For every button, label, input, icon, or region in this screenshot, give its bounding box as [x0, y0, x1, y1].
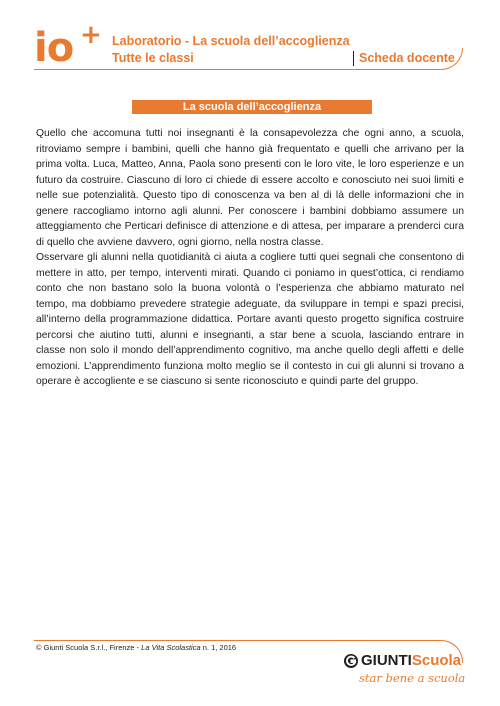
header-rule	[34, 69, 436, 70]
paragraph: Osservare gli alunni nella quotidianità ci aiuta a cogliere tutti quei segnali che consentono di mettere in atto, per tempo, interventi mirati. Quando ci poniamo in quest’ottica, ci rendiamo conto che non bastano solo la buona volontà o l’esperienza che abbiamo maturato nel tempo, ma dobbiamo prevedere strategie adeguate, da sviluppare in tempi e spazi precisi, all’interno della programmazione didattica. Portare avanti questo progetto significa costruire percorsi che aiutino tutti, alunni e insegnanti, a star bene a scuola, lasciando entrare in classe non solo il mondo dell’apprendimento cognitivo, ma anche quello degli affetti e delle emozioni. L’apprendimento funziona molto meglio se il contesto in cui gli alunni si trovano a operare è accogliente e se ciascuno si sente riconosciuto e quindi parte del gruppo.	[36, 252, 464, 387]
footer-rule	[34, 640, 436, 641]
giunti-g-icon	[343, 653, 359, 669]
copyright-prefix: © Giunti Scuola S.r.l., Firenze -	[36, 643, 142, 652]
body-text	[36, 126, 464, 390]
logo-plus-icon: +	[80, 20, 102, 50]
logo-text: io	[34, 25, 74, 71]
io-plus-logo	[34, 20, 102, 72]
brand-name-orange: Scuola	[411, 652, 462, 669]
brand-name	[361, 652, 461, 670]
brand-name-bold: GIUNTI	[361, 652, 412, 669]
header-subtitle: Tutte le classi	[112, 51, 194, 65]
header-document-type: Scheda docente	[359, 51, 455, 65]
section-title: La scuola dell’accoglienza	[132, 100, 372, 114]
header-title: Laboratorio - La scuola dell’accoglienza	[112, 34, 350, 48]
header-divider	[353, 51, 354, 66]
footer-copyright	[36, 643, 236, 653]
magazine-name: La Vita Scolastica	[141, 643, 201, 652]
header-curve	[436, 48, 463, 70]
giunti-scuola-logo	[343, 652, 466, 692]
brand-tagline: star bene a scuola	[359, 671, 466, 685]
copyright-suffix: n. 1, 2016	[200, 643, 237, 652]
paragraph: Quello che accomuna tutti noi insegnanti è la consapevolezza che ogni anno, a scuola, ritroviamo sempre i bambini, quelli che hanno già frequentato e quelli che arrivano per la prima volta. Luca, Matteo, Anna, Paola sono presenti con le loro vite, le loro esperienze e un futuro da costruire. Ciascuno di loro ci chiede di essere accolto e conosciuto nei suoi limiti e nelle sue potenzialità. Questo tipo di conoscenza va ben al di là delle informazioni che in genere raccogliamo intorno agli alunni. Per conoscere i bambini dobbiamo assumere un atteggiamento che Perticari definisce di attenzione e di attesa, per imparare a prenderci cura di quello che avviene davvero, ogni giorno, nella nostra classe.	[36, 128, 464, 248]
